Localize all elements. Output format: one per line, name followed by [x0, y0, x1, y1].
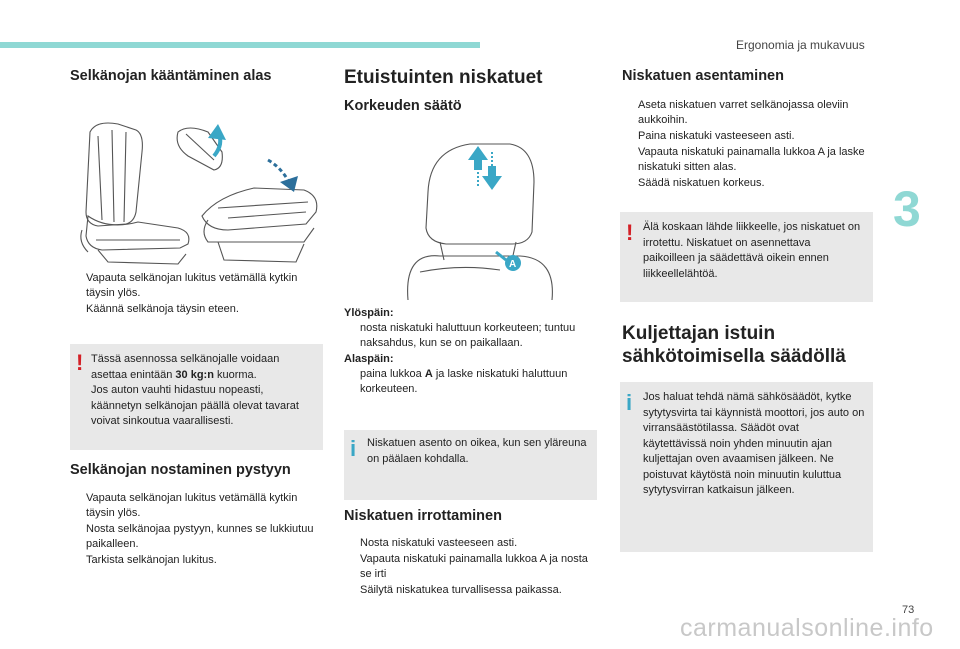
list-item: nosta niskatuki haluttuun korkeuteen; tuntuu naksahdus, kun se on paikallaan.: [360, 322, 576, 349]
seat-fold-illustration: [68, 112, 324, 272]
watermark: carmanualsonline.info: [680, 614, 934, 642]
raise-steps-list: [70, 491, 325, 569]
warning-icon: !: [626, 220, 634, 245]
section-header: Ergonomia ja mukavuus: [736, 38, 865, 52]
install-steps-list: [622, 98, 872, 192]
info-icon: i: [626, 390, 633, 415]
warning-box-headrest: [620, 212, 873, 302]
info-icon: i: [350, 436, 357, 461]
top-accent-bar: [0, 42, 480, 48]
callout-label-a: A: [509, 259, 517, 270]
list-item: Tarkista selkänojan lukitus.: [86, 554, 217, 566]
list-item: Käännä selkänoja täysin eteen.: [86, 303, 239, 315]
list-item: Vapauta selkänojan lukitus vetämällä kytkin täysin ylös.: [86, 272, 298, 299]
page-title: Etuistuinten niskatuet: [344, 67, 543, 88]
down-label: Alaspäin:: [344, 353, 394, 365]
warning-text: Älä koskaan lähde liikkeelle, jos niskatuet on irrotettu. Niskatuet on asennettava paikoilleen ja säädettävä oikein ennen liikkeellelähtöä.: [643, 221, 861, 280]
remove-steps-list: [344, 536, 599, 599]
list-item: Vapauta niskatuki painamalla lukkoa A ja nosta se irti: [360, 553, 588, 580]
info-text: Jos haluat tehdä nämä sähkösäädöt, kytke sytytysvirta tai käynnistä moottori, jos auto on virransäästötilassa. Säädöt ovat käytettävissä noin yhden minuutin ajan kuljettajan oven avaamisen jälkeen. Ne poistuvat käytöstä noin minuutin kuluttua sytytysvirran katkaisun jälkeen.: [643, 391, 865, 496]
section-title-electric-seat: Kuljettajan istuin sähkötoimisella säädöllä: [622, 323, 846, 367]
list-item: Vapauta niskatuki painamalla lukkoa A ja laske niskatuki sitten alas.: [638, 146, 865, 173]
list-item: Aseta niskatuen varret selkänojassa oleviin aukkoihin.: [638, 99, 849, 126]
list-item: Nosta niskatuki vasteeseen asti.: [360, 537, 518, 549]
heading-install: Niskatuen asentaminen: [622, 68, 784, 84]
list-item: paina lukkoa A ja laske niskatuki haluttuun korkeuteen.: [360, 368, 568, 395]
info-box-headrest: [344, 430, 597, 500]
list-item: Vapauta selkänojan lukitus vetämällä kytkin täysin ylös.: [86, 492, 298, 519]
height-instructions: [344, 306, 599, 398]
list-item: Säilytä niskatukea turvallisessa paikassa.: [360, 584, 562, 596]
info-box-electric: [620, 382, 873, 552]
heading-raise: Selkänojan nostaminen pystyyn: [70, 462, 291, 478]
up-label: Ylöspäin:: [344, 307, 394, 319]
warning-text: Tässä asennossa selkänojalle voidaan asettaa enintään 30 kg:n kuorma. Jos auton vauhti hidastuu nopeasti, käännetyn selkänojan päällä olevat tavarat voivat sinkoutua vaarallisesti.: [91, 353, 299, 427]
warning-box-fold: [70, 344, 323, 450]
chapter-number: 3: [893, 181, 921, 237]
list-item: Nosta selkänojaa pystyyn, kunnes se lukkiutuu paikalleen.: [86, 523, 314, 550]
heading-fold-down: Selkänojan kääntäminen alas: [70, 68, 272, 84]
fold-steps-list: [70, 271, 325, 318]
headrest-illustration: [400, 132, 560, 300]
info-text: Niskatuen asento on oikea, kun sen yläreuna on päälaen kohdalla.: [367, 437, 587, 465]
list-item: Paina niskatuki vasteeseen asti.: [638, 130, 795, 142]
heading-height: Korkeuden säätö: [344, 98, 462, 114]
page-number: 73: [902, 604, 915, 616]
list-item: Säädä niskatuen korkeus.: [638, 177, 765, 189]
heading-remove: Niskatuen irrottaminen: [344, 508, 502, 524]
warning-icon: !: [76, 350, 84, 375]
